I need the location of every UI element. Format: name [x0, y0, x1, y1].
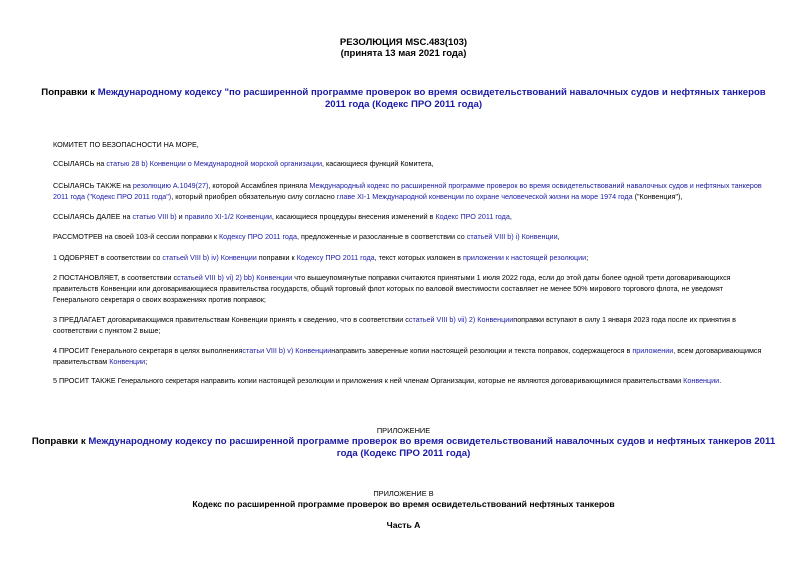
title-link[interactable]: Международному кодексу "по расширенной программе проверок во время освидетельствований навалочных судов и нефтяных танкеров 2011 года (Кодекс ПРО 2011 года) — [97, 87, 766, 110]
text: , текст которых изложен в — [374, 253, 464, 262]
paragraph-2 — [53, 272, 769, 305]
text: 1 ОДОБРЯЕТ в соответствии со — [53, 253, 163, 262]
paragraph-5 — [53, 375, 769, 386]
text: ССЫЛАЯСЬ ДАЛЕЕ на — [53, 212, 133, 221]
paragraph-4 — [53, 345, 769, 367]
paragraph-3 — [53, 314, 769, 336]
text: 2 ПОСТАНОВЛЯЕТ, в соответствии с — [53, 273, 178, 282]
text: направить заверенные копии настоящей резолюции и текста поправок, содержащегося в — [331, 346, 633, 355]
paragraph-recalling — [53, 158, 769, 169]
article-viii-link[interactable]: статьи VIII b) v) Конвенции — [242, 346, 332, 355]
annex-label: ПРИЛОЖЕНИЕ — [376, 426, 431, 435]
text: и — [176, 212, 185, 221]
paragraph-committee: КОМИТЕТ ПО БЕЗОПАСНОСТИ НА МОРЕ, — [53, 140, 199, 149]
paragraph-recalling-further — [53, 211, 769, 222]
paragraph-1 — [53, 252, 769, 263]
adoption-date: (принята 13 мая 2021 года) — [340, 48, 467, 59]
text: , касающиеся функций Комитета, — [321, 159, 434, 168]
paragraph-having-considered — [53, 231, 769, 242]
article-viii-link[interactable]: статьей VIII b) iv) Конвенции — [162, 253, 257, 262]
esp-code-link[interactable]: Международный кодекс по расширенной программе проверок во время освидетельствований навалочных судов и нефтяных танкеров 2011 года ("Кодекс ПРО 2011 года") — [53, 181, 762, 201]
text: что вышеупомянутые поправки считаются принятыми 1 июля 2022 года, если до этой даты более одной трети договаривающихся правительств Конвенции или договаривающиеся правительства государств, общий торговый флот которых по валовой вместимости составляет не менее 50% мирового торгового флота, не уведомят Генерального секретаря о своих возражениях против поправок; — [53, 273, 731, 304]
esp-code-link[interactable]: Кодексу ПРО 2011 года — [219, 232, 297, 241]
article-viii-link[interactable]: статьей VIII b) vii) 2) Конвенции — [408, 315, 514, 324]
paragraph-recalling-also — [53, 180, 769, 202]
text: поправки вступают в силу 1 января 2023 года после их принятия в соответствии с пунктом 2 выше; — [53, 315, 736, 335]
text: ("Конвенция"), — [632, 192, 683, 201]
text: , — [557, 232, 560, 241]
text: , касающиеся процедуры внесения изменений в — [271, 212, 436, 221]
text: , всем договаривающимся правительствам — [53, 346, 762, 366]
text: ; — [586, 253, 589, 262]
convention-link[interactable]: Конвенции — [683, 376, 720, 385]
esp-code-link[interactable]: Кодексу ПРО 2011 года — [296, 253, 375, 262]
article-viii-link[interactable]: статьей VIII b) vi) 2) bb) Конвенции — [177, 273, 293, 282]
solas-chapter-link[interactable]: главе XI-1 Международной конвенции по охране человеческой жизни на море 1974 года — [336, 192, 633, 201]
text: 5 ПРОСИТ ТАКЖЕ Генерального секретаря направить копии настоящей резолюции и приложения к ней членам Организации, которые не являются договаривающимися правительствами — [53, 376, 684, 385]
annex-b-label: ПРИЛОЖЕНИЕ B — [373, 489, 434, 498]
text: ; — [145, 357, 148, 366]
annex-link[interactable]: приложении — [632, 346, 674, 355]
code-title: Кодекс по расширенной программе проверок во время освидетельствований нефтяных танкеров — [192, 499, 615, 509]
resolution-link[interactable]: резолюцию A.1049(27) — [132, 181, 209, 190]
title-prefix: Поправки к — [41, 87, 98, 98]
esp-code-link[interactable]: Кодекс ПРО 2011 года — [435, 212, 510, 221]
article-viii-link[interactable]: статьей VIII b) i) Конвенции — [466, 232, 558, 241]
title-prefix: Поправки к — [31, 436, 89, 447]
text: ССЫЛАЯСЬ на — [53, 159, 107, 168]
text: ССЫЛАЯСЬ ТАКЖЕ на — [53, 181, 133, 190]
text: , предложенные и разосланные в соответствии со — [296, 232, 467, 241]
document-title — [30, 87, 777, 111]
part-title: Часть A — [386, 520, 421, 530]
text: . — [719, 376, 722, 385]
text: 4 ПРОСИТ Генерального секретаря в целях выполнения — [53, 346, 243, 355]
text: , которой Ассамблея приняла — [208, 181, 310, 190]
text: РАССМОТРЕВ на своей 103-й сессии поправки к — [53, 232, 219, 241]
article-viii-link[interactable]: статью VIII b) — [132, 212, 177, 221]
resolution-number: РЕЗОЛЮЦИЯ MSC.483(103) — [339, 37, 468, 48]
regulation-link[interactable]: правило XI-1/2 Конвенции — [184, 212, 272, 221]
annex-link[interactable]: приложении к настоящей резолюции — [463, 253, 587, 262]
convention-link[interactable]: Конвенции — [109, 357, 146, 366]
annex-title-link[interactable]: Международному кодексу по расширенной программе проверок во время освидетельствований навалочных судов и нефтяных танкеров 2011 года (Кодекс ПРО 2011 года) — [88, 436, 776, 459]
text: , — [509, 212, 512, 221]
text: , который приобрел обязательную силу согласно — [171, 192, 337, 201]
text: поправки к — [256, 253, 297, 262]
text: 3 ПРЕДЛАГАЕТ договаривающимся правительствам Конвенции принять к сведению, что в соответствии с — [53, 315, 409, 324]
imo-convention-link[interactable]: статью 28 b) Конвенции о Международной морской организации — [106, 159, 322, 168]
annex-title — [30, 436, 777, 460]
